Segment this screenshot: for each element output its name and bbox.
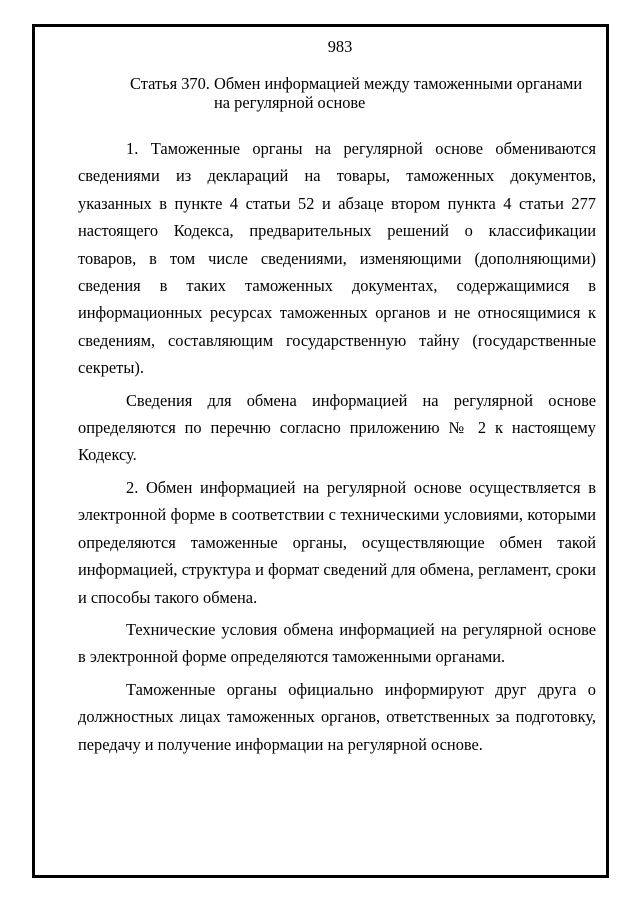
paragraph-1: 1. Таможенные органы на регулярной основе обмениваются сведениями из деклараций на товары, таможенных документов, указанных в пункте 4 статьи 52 и абзаце втором пункта 4 статьи 277 настоящего Кодекса, предварительных решений о классификации товаров, в том числе сведениями, изменяющими (дополняющими) сведения в таких таможенных документах, содержащимися в информационных ресурсах таможенных органов и не относящимися к сведениям, составляющим государственную тайну (государственные секреты). — [78, 139, 596, 378]
article-title-line-2: на регулярной основе — [214, 93, 366, 112]
paragraph-3: 2. Обмен информацией на регулярной основе осуществляется в электронной форме в соответствии с техническими условиями, которыми определяются таможенные органы, осуществляющие обмен такой информацией, структура и формат сведений для обмена, регламент, сроки и способы такого обмена. — [78, 477, 596, 607]
paragraph-2: Сведения для обмена информацией на регулярной основе определяются по перечню согласно приложению № 2 к настоящему Кодексу. — [78, 390, 596, 465]
document-page — [78, 37, 596, 758]
paragraph-5: Таможенные органы официально информируют друг друга о должностных лицах таможенных органов, ответственных за подготовку, передачу и получение информации на регулярной основе. — [78, 679, 596, 754]
article-title — [78, 74, 596, 112]
paragraph-4: Технические условия обмена информацией на регулярной основе в электронной форме определяются таможенными органами. — [78, 619, 596, 667]
article-title-line-1: Статья 370. Обмен информацией между таможенными органами — [130, 74, 583, 93]
page-number: 983 — [327, 37, 353, 56]
